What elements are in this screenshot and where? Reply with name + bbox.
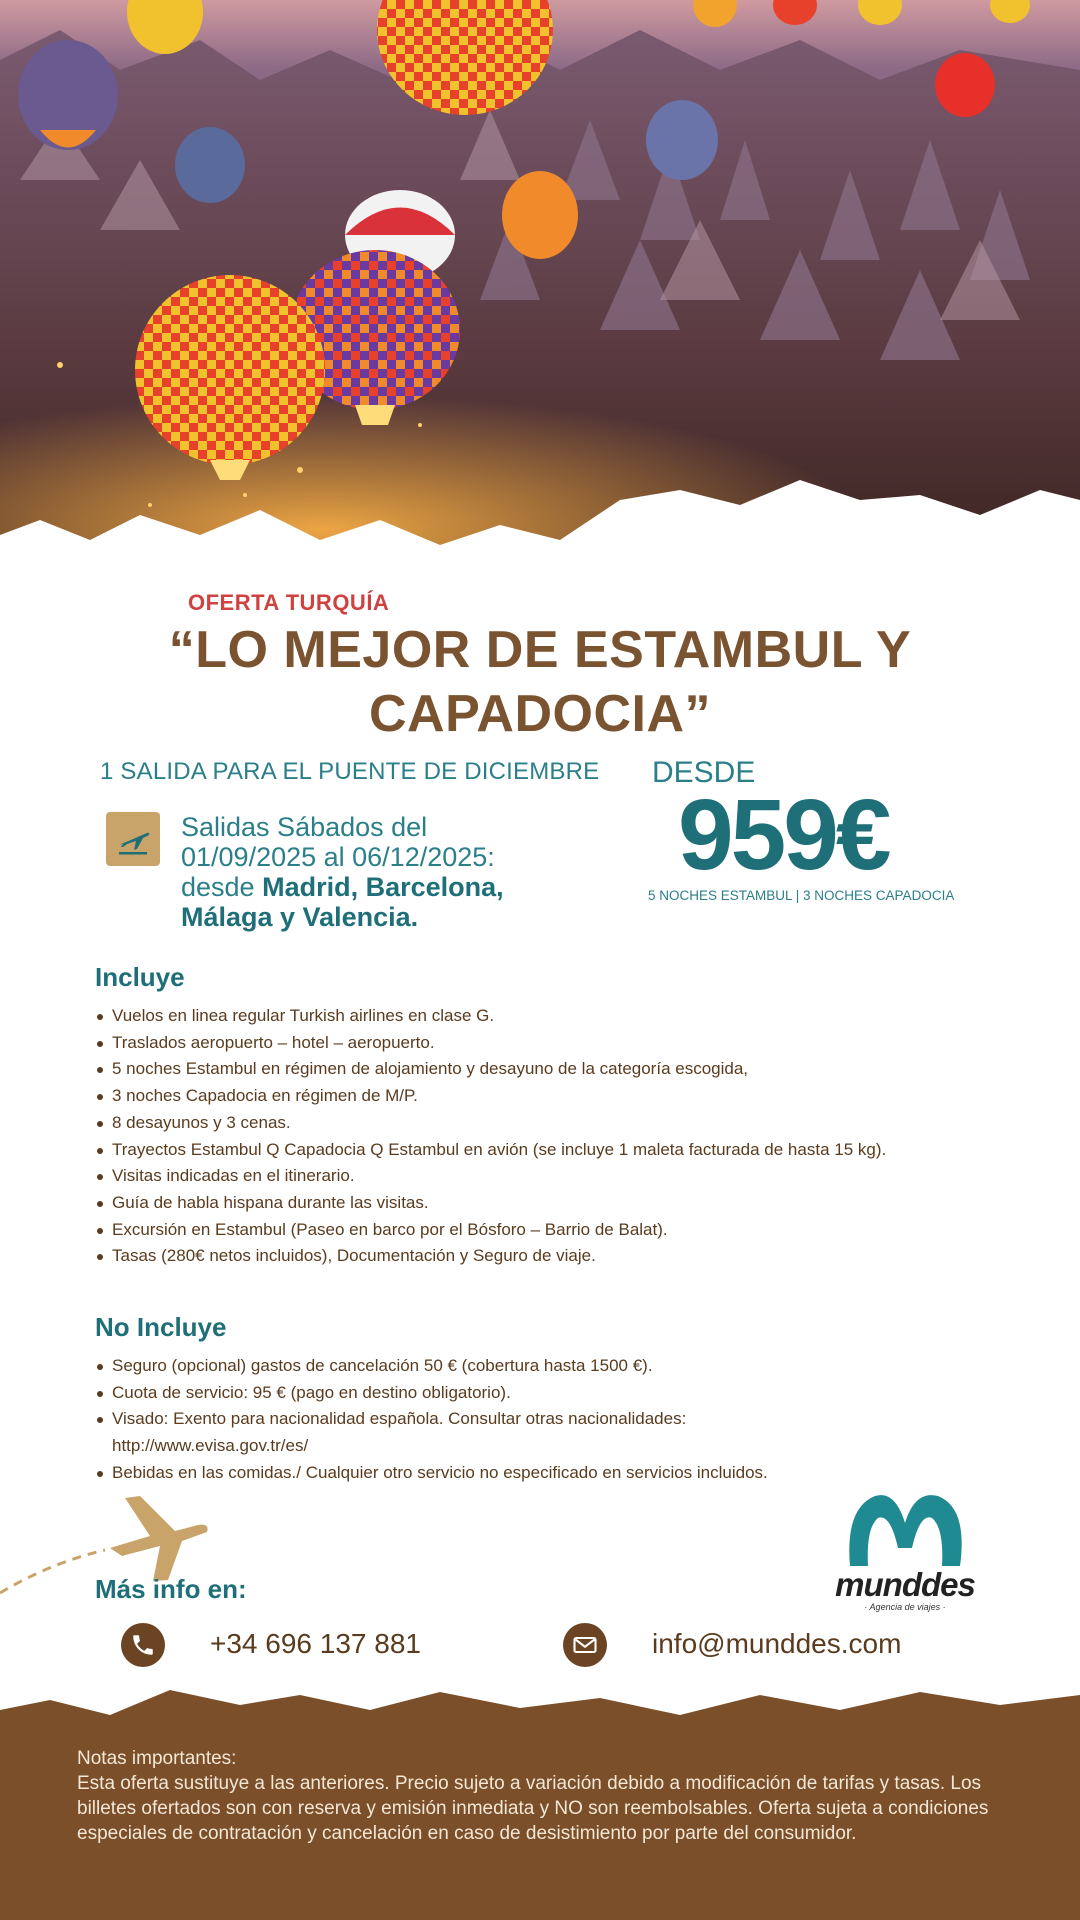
list-item: Guía de habla hispana durante las visitas. — [95, 1190, 975, 1217]
list-item: Vuelos en linea regular Turkish airlines en clase G. — [95, 1003, 975, 1030]
munddes-logo-mark — [820, 1488, 990, 1568]
list-item: 5 noches Estambul en régimen de alojamiento y desayuno de la categoría escogida, — [95, 1056, 975, 1083]
departure-dates-line: Salidas Sábados del 01/09/2025 al 06/12/2025: desde — [181, 812, 495, 902]
list-item: Excursión en Estambul (Paseo en barco por el Bósforo – Barrio de Balat). — [95, 1217, 975, 1244]
includes-list — [95, 1003, 975, 1270]
list-item: Tasas (280€ netos incluidos), Documentación y Seguro de viaje. — [95, 1243, 975, 1270]
offer-eyebrow: OFERTA TURQUÍA — [188, 590, 390, 615]
footer-notes-title: Notas importantes: — [77, 1748, 237, 1769]
list-item: 8 desayunos y 3 cenas. — [95, 1110, 975, 1137]
offer-title: “LO MEJOR DE ESTAMBUL Y CAPADOCIA” — [168, 621, 912, 743]
departure-heading: 1 SALIDA PARA EL PUENTE DE DICIEMBRE — [100, 758, 600, 785]
hero-image — [0, 0, 1080, 570]
list-item: Visado: Exento para nacionalidad española. Consultar otras nacionalidades: http://www.evisa.gov.tr/es/ — [95, 1406, 805, 1459]
price-value: 959€ — [678, 779, 889, 891]
list-item: Cuota de servicio: 95 € (pago en destino obligatorio). — [95, 1380, 975, 1407]
price-from-label: DESDE — [652, 756, 756, 789]
excludes-title: No Incluye — [95, 1312, 227, 1342]
brand-tagline: · Agencia de viajes · — [864, 1602, 946, 1612]
list-item: Trayectos Estambul Q Capadocia Q Estambul en avión (se incluye 1 maleta facturada de hasta 15 kg). — [95, 1137, 915, 1164]
contact-phone[interactable]: +34 696 137 881 — [210, 1628, 421, 1659]
excludes-list — [95, 1353, 975, 1487]
price-note: 5 NOCHES ESTAMBUL | 3 NOCHES CAPADOCIA — [648, 888, 955, 903]
brand-name: munddes — [835, 1566, 975, 1603]
brand-logo — [820, 1488, 990, 1612]
list-item: Visitas indicadas en el itinerario. — [95, 1163, 975, 1190]
list-item: Traslados aeropuerto – hotel – aeropuerto. — [95, 1030, 975, 1057]
phone-icon[interactable] — [121, 1623, 165, 1667]
airplane-departure-icon — [106, 812, 160, 866]
email-icon[interactable] — [563, 1623, 607, 1667]
list-item: 3 noches Capadocia en régimen de M/P. — [95, 1083, 975, 1110]
footer-notes — [77, 1746, 1017, 1846]
contact-title: Más info en: — [95, 1574, 247, 1604]
footer-notes-text: Esta oferta sustituye a las anteriores. Precio sujeto a variación debido a modificación de tarifas y tasas. Los billetes ofertados son con reserva y emisión inmediata y NO son reembolsables. Oferta sujeta a condiciones especiales de contratación y cancelación en caso de desistimiento por parte del consumidor. — [77, 1773, 989, 1844]
hot-air-balloons-illustration — [0, 0, 1080, 570]
includes-title: Incluye — [95, 962, 185, 992]
list-item: Seguro (opcional) gastos de cancelación 50 € (cobertura hasta 1500 €). — [95, 1353, 975, 1380]
contact-email[interactable]: info@munddes.com — [652, 1628, 902, 1659]
departure-dates — [181, 812, 561, 932]
departure-cities: Madrid, Barcelona, Málaga y Valencia. — [181, 872, 504, 932]
list-item: Bebidas en las comidas./ Cualquier otro servicio no especificado en servicios incluidos. — [95, 1460, 975, 1487]
